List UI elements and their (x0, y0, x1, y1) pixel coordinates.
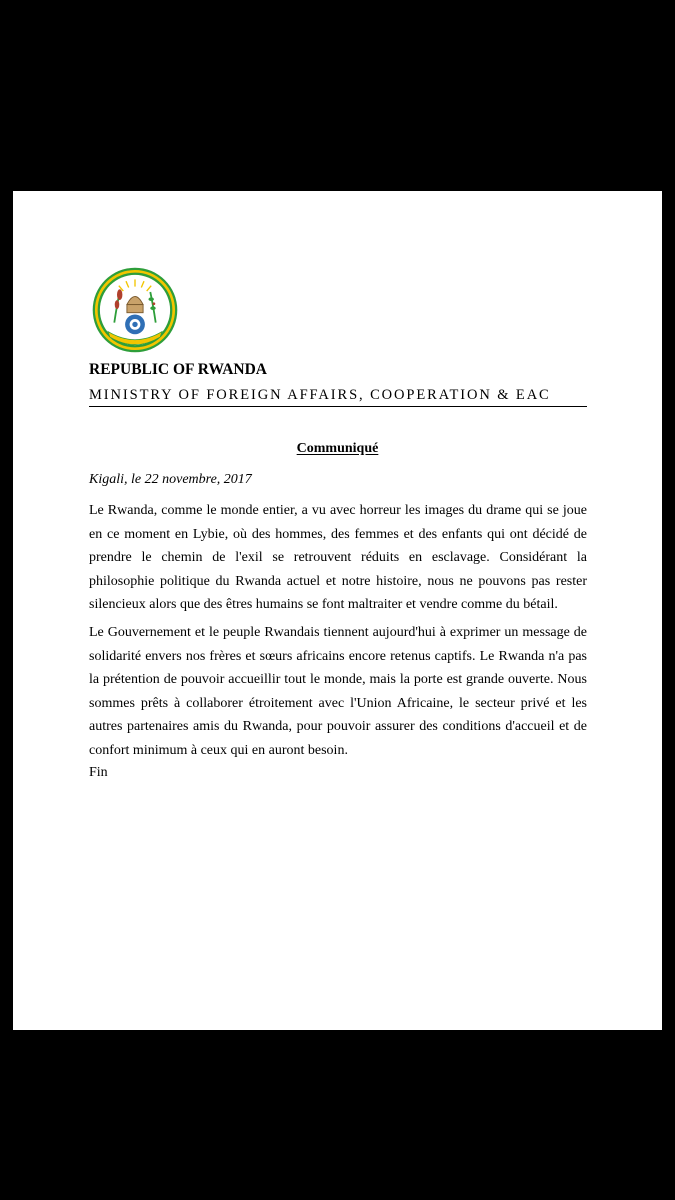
document-title: Communiqué (296, 441, 379, 456)
closing-text: Fin (89, 765, 108, 780)
date-line: Kigali, le 22 novembre, 2017 (89, 472, 252, 487)
republic-heading: REPUBLIC OF RWANDA (89, 361, 268, 378)
ministry-heading: MINISTRY OF FOREIGN AFFAIRS, COOPERATION & EAC (89, 387, 551, 403)
header-divider (89, 406, 587, 407)
paragraph: Le Rwanda, comme le monde entier, a vu avec horreur les images du drame qui se joue en ce moment en Lybie, où des hommes, des femmes et des enfants qui ont décidé de prendre le chemin de l'exil se retrouvent réduits en esclavage. Considérant la philosophie politique du Rwanda actuel et notre histoire, nous ne pouvons pas rester silencieux alors que des êtres humains se font maltraiter et vendre comme du bétail. (89, 503, 587, 612)
rwanda-coat-of-arms-icon (90, 265, 180, 355)
document-page (13, 191, 662, 1030)
paragraph: Le Gouvernement et le peuple Rwandais tiennent aujourd'hui à exprimer un message de solidarité envers nos frères et sœurs africains encore retenus captifs. Le Rwanda n'a pas la prétention de pouvoir accueillir tout le monde, mais la porte est grande ouverte. Nous sommes prêts à collaborer étroitement avec l'Union Africaine, le secteur privé et les autres partenaires amis du Rwanda, pour pouvoir assurer des conditions d'accueil et de confort minimum à ceux qui en auront besoin. (89, 625, 587, 758)
